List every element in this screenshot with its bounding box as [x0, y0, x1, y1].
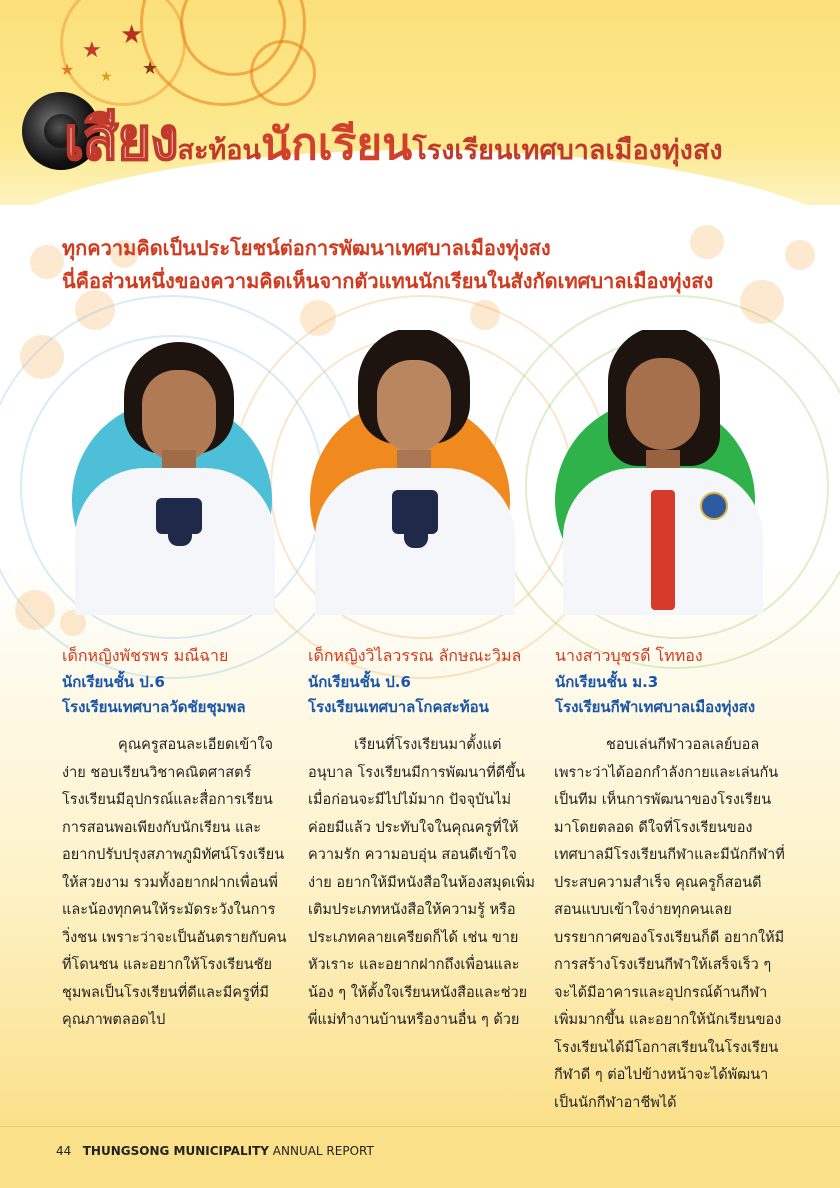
page-title [60, 92, 820, 172]
title-word-voice: เสียง [64, 105, 178, 173]
student-3-comment: ชอบเล่นกีฬาวอลเลย์บอล เพราะว่าได้ออกกำลังกายและเล่นกันเป็นทีม เห็นการพัฒนาของโรงเรียนมาโดยตลอด ดีใจที่โรงเรียนของเทศบาลมีโรงเรียนกีฬาและมีนักกีฬาที่ประสบความสำเร็จ คุณครูก็สอนดี สอนแบบเข้าใจง่ายทุกคนเลย บรรยากาศของโรงเรียนก็ดี อยากให้มีการสร้างโรงเรียนกีฬาให้เสร็จเร็ว ๆ จะได้มีอาคารและอุปกรณ์ด้านกีฬาเพิ่มมากขึ้น และอยากให้นักเรียนของโรงเรียนได้มีโอกาสเรียนในโรงเรียนกีฬาดี ๆ ต่อไปข้างหน้าจะได้พัฒนาเป็นนักกีฬาอาชีพได้ [554, 737, 785, 1111]
student-2-school: โรงเรียนเทศบาลโกคสะท้อน [308, 698, 489, 716]
footer-report: ANNUAL REPORT [272, 1144, 374, 1158]
student-1-school: โรงเรียนเทศบาลวัดชัยชุมพล [62, 698, 246, 716]
footer-org: THUNGSONG MUNICIPALITY [82, 1144, 269, 1158]
student-3-grade: นักเรียนชั้น ม.3 [555, 673, 659, 691]
intro-line-2: นี่คือส่วนหนึ่งของความคิดเห็นจากตัวแทนนักเรียนในสังกัดเทศบาลเมืองทุ่งสง [62, 269, 714, 293]
star-icon: ★ [60, 60, 75, 79]
star-icon: ★ [142, 58, 159, 79]
page-number: 44 [56, 1144, 72, 1158]
student-2-grade: นักเรียนชั้น ป.6 [308, 673, 411, 691]
footer-divider [0, 1126, 840, 1127]
student-1-comment: คุณครูสอนละเอียดเข้าใจง่าย ชอบเรียนวิชาคณิตศาสตร์ โรงเรียนมีอุปกรณ์และสื่อการเรียนการสอนพอเพียงกับนักเรียน และอยากปรับปรุงสภาพภูมิทัศน์โรงเรียนให้สวยงาม รวมทั้งอยากฝากเพื่อนพี่และน้องทุกคนให้ระมัดระวังในการวิ่งชน เพราะว่าจะเป็นอันตรายกับคนที่โดนชน และอยากให้โรงเรียนชัยชุมพลเป็นโรงเรียนที่ดีและมีครูที่มีคุณภาพตลอดไป [62, 737, 287, 1028]
title-word-students: นักเรียน [260, 119, 413, 170]
student-photo-2 [300, 330, 530, 615]
student-2-comment: เรียนที่โรงเรียนมาตั้งแต่อนุบาล โรงเรียนมีการพัฒนาที่ดีขึ้น เมื่อก่อนจะมีไปไม้มาก ปัจจุบันไม่ค่อยมีแล้ว ประทับใจในคุณครูที่ให้ความรัก ความอบอุ่น สอนดีเข้าใจง่าย อยากให้มีหนังสือในห้องสมุดเพิ่มเติมประเภทหนังสือให้ความรู้ หรือประเภทคลายเครียดก็ได้ เช่น ขายหัวเราะ และอยากฝากถึงเพื่อนและน้อง ๆ ให้ตั้งใจเรียนหนังสือและช่วยพี่แม่ทำงานบ้านหรืองานอื่น ๆ ด้วย [308, 737, 535, 1028]
star-icon: ★ [100, 69, 113, 85]
student-2-name: เด็กหญิงวิไลวรรณ ลักษณะวิมล [308, 646, 522, 665]
page-footer [56, 1144, 374, 1158]
student-photo-1 [60, 330, 290, 615]
student-1-name: เด็กหญิงพัชรพร มณีฉาย [62, 646, 229, 665]
student-1-grade: นักเรียนชั้น ป.6 [62, 673, 165, 691]
student-photo-3 [548, 330, 778, 615]
title-word-school: โรงเรียนเทศบาลเมืองทุ่งสง [412, 135, 723, 166]
star-icon: ★ [82, 38, 102, 63]
student-3-name: นางสาวบุชรดี โททอง [555, 646, 703, 665]
dot-decoration [30, 245, 64, 279]
student-3-school: โรงเรียนกีฬาเทศบาลเมืองทุ่งสง [555, 698, 756, 716]
title-word-reflect: สะท้อน [177, 135, 261, 166]
intro-line-1: ทุกความคิดเป็นประโยชน์ต่อการพัฒนาเทศบาลเมืองทุ่งสง [62, 236, 551, 260]
star-icon: ★ [120, 20, 144, 50]
